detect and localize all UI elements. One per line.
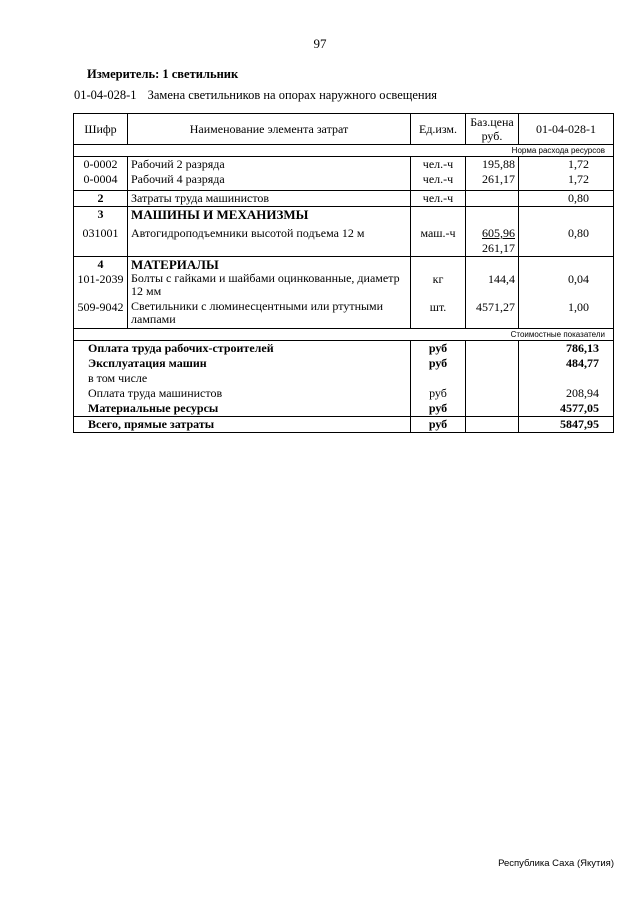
row-name: Рабочий 2 разряда (128, 157, 411, 173)
table-row (74, 191, 614, 207)
cost-row (74, 356, 614, 371)
cost-label: Стоимостные показатели (74, 329, 614, 341)
table-row (74, 222, 614, 257)
page-number: 97 (313, 36, 327, 51)
work-title: Замена светильников на опорах наружного освещения (147, 88, 438, 102)
cost-value: 5847,95 (519, 417, 614, 433)
row-name: Автогидроподъемники высотой подъема 12 м (128, 222, 411, 257)
row-price: 261,17 (466, 172, 519, 191)
row-norm: 0,80 (519, 191, 614, 207)
row-price: 4571,27 (466, 300, 519, 329)
cost-name: Оплата труда машинистов (74, 386, 411, 401)
row-norm: 0,04 (519, 272, 614, 300)
cost-row (74, 371, 614, 386)
cost-name: Эксплуатация машин (74, 356, 411, 371)
header-norm: 01-04-028-1 (519, 114, 614, 145)
cost-name: в том числе (74, 371, 411, 386)
row-price (466, 222, 519, 257)
row-code: 031001 (74, 222, 128, 257)
row-code: 0-0004 (74, 172, 128, 191)
cost-row (74, 401, 614, 417)
work-code: 01-04-028-1 (74, 88, 137, 102)
cost-name: Материальные ресурсы (74, 401, 411, 417)
row-price: 195,88 (466, 157, 519, 173)
row-price: 144,4 (466, 272, 519, 300)
header-code: Шифр (74, 114, 128, 145)
row-name: Болты с гайками и шайбами оцинкованные, диаметр 12 мм (128, 272, 411, 300)
section-row (74, 257, 614, 273)
footer-region: Республика Саха (Якутия) (498, 858, 614, 869)
row-code: 0-0002 (74, 157, 128, 173)
table-row (74, 172, 614, 191)
row-code: 509-9042 (74, 300, 128, 329)
cost-label-row (74, 329, 614, 341)
header-name: Наименование элемента затрат (128, 114, 411, 145)
section-row (74, 207, 614, 223)
row-unit: чел.-ч (411, 191, 466, 207)
row-code: 4 (74, 257, 128, 273)
row-price-primary: 605,96 (482, 226, 515, 240)
cost-value: 208,94 (519, 386, 614, 401)
cost-row (74, 386, 614, 401)
row-norm: 1,72 (519, 157, 614, 173)
cost-unit: руб (411, 386, 466, 401)
table-row (74, 157, 614, 173)
work-title-line (74, 88, 437, 103)
resource-norm-row (74, 145, 614, 157)
cost-name: Всего, прямые затраты (74, 417, 411, 433)
row-name: Затраты труда машинистов (128, 191, 411, 207)
cost-unit: руб (411, 356, 466, 371)
row-unit: шт. (411, 300, 466, 329)
cost-value: 786,13 (519, 341, 614, 357)
meter-label: Измеритель: 1 светильник (87, 67, 239, 81)
row-price (466, 191, 519, 207)
row-code: 3 (74, 207, 128, 223)
row-norm: 0,80 (519, 222, 614, 257)
section-title: МАТЕРИАЛЫ (128, 257, 411, 273)
cost-unit: руб (411, 401, 466, 417)
row-norm: 1,00 (519, 300, 614, 329)
cost-row (74, 341, 614, 357)
row-name: Рабочий 4 разряда (128, 172, 411, 191)
row-name: Светильники с люминесцентными или ртутными лампами (128, 300, 411, 329)
section-title: МАШИНЫ И МЕХАНИЗМЫ (128, 207, 411, 223)
header-price: Баз.цена руб. (466, 114, 519, 145)
table-header-row (74, 114, 614, 145)
row-norm: 1,72 (519, 172, 614, 191)
row-code: 101-2039 (74, 272, 128, 300)
cost-value: 4577,05 (519, 401, 614, 417)
table-row (74, 300, 614, 329)
resource-table (73, 113, 614, 433)
cost-unit: руб (411, 417, 466, 433)
table-row (74, 272, 614, 300)
cost-row (74, 417, 614, 433)
row-unit: чел.-ч (411, 172, 466, 191)
cost-unit: руб (411, 341, 466, 357)
cost-name: Оплата труда рабочих-строителей (74, 341, 411, 357)
cost-value: 484,77 (519, 356, 614, 371)
row-unit: кг (411, 272, 466, 300)
resource-norm-label: Норма расхода ресурсов (74, 145, 614, 157)
header-unit: Ед.изм. (411, 114, 466, 145)
row-unit: маш.-ч (411, 222, 466, 257)
row-unit: чел.-ч (411, 157, 466, 173)
row-price-secondary: 261,17 (482, 241, 515, 255)
row-code: 2 (74, 191, 128, 207)
